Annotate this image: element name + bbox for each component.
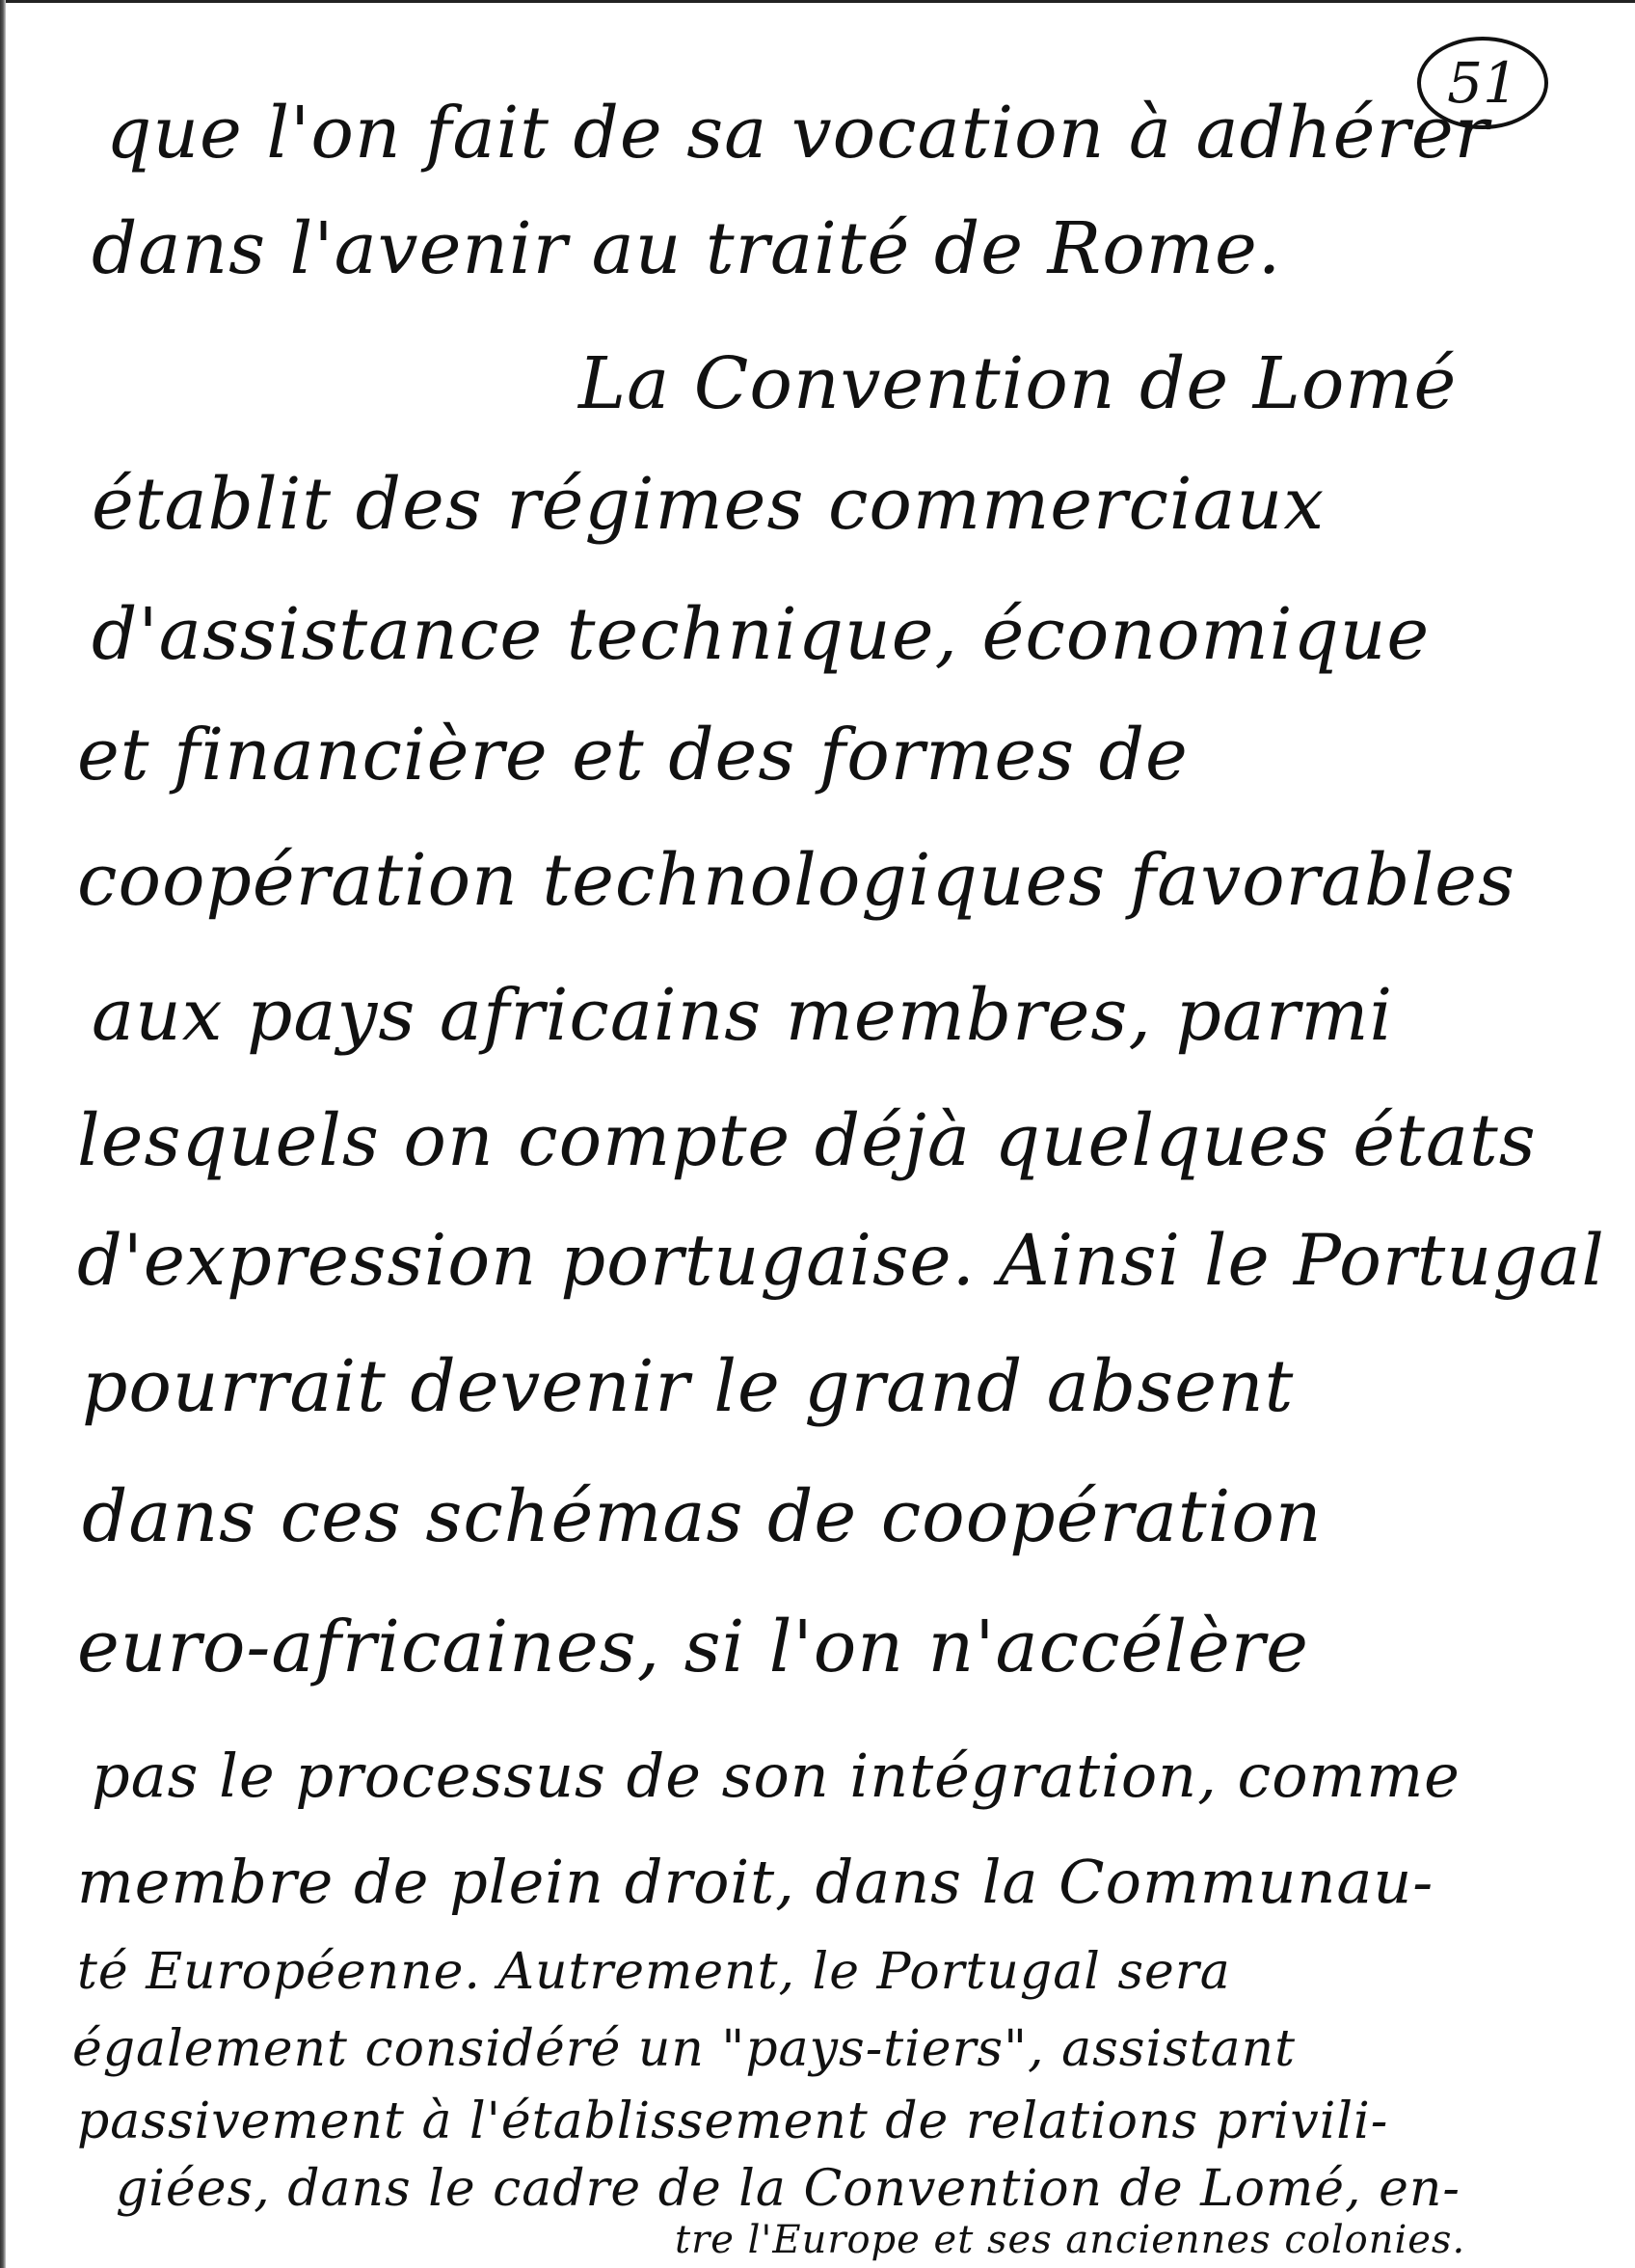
text-line-13: euro-africaines, si l'on n'accélère: [77, 1606, 1309, 1688]
text-line-4: établit des régimes commerciaux: [92, 463, 1326, 546]
text-line-19: giées, dans le cadre de la Convention de Lomé, en-: [116, 2160, 1461, 2218]
scan-edge-left: [0, 0, 6, 2268]
text-line-16: té Européenne. Autrement, le Portugal sera: [77, 1943, 1231, 2001]
text-line-11: pourrait devenir le grand absent: [82, 1345, 1295, 1428]
text-line-7: coopération technologiques favorables: [77, 839, 1515, 922]
text-line-20: tre l'Europe et ses anciennes colonies.: [675, 2218, 1466, 2262]
text-line-6: et financière et des formes de: [77, 714, 1189, 796]
text-line-1: que l'on fait de sa vocation à adhérer: [106, 92, 1490, 175]
text-line-10: d'expression portugaise. Ainsi le Portugal: [77, 1220, 1605, 1302]
text-line-14: pas le processus de son intégration, comme: [92, 1741, 1461, 1811]
text-line-9: lesquels on compte déjà quelques états: [77, 1099, 1537, 1182]
text-line-17: également considéré un "pays-tiers", assistant: [72, 2020, 1297, 2078]
text-line-2: dans l'avenir au traité de Rome.: [92, 207, 1282, 290]
text-line-3: La Convention de Lomé: [578, 342, 1458, 425]
scan-edge-top: [0, 0, 1635, 3]
text-line-5: d'assistance technique, économique: [92, 593, 1431, 676]
text-line-18: passivement à l'établissement de relations privili-: [77, 2092, 1389, 2150]
text-line-15: membre de plein droit, dans la Communau-: [77, 1847, 1434, 1917]
text-line-12: dans ces schémas de coopération: [82, 1475, 1323, 1558]
text-line-8: aux pays africains membres, parmi: [92, 974, 1394, 1057]
page-number: 51: [1417, 37, 1548, 129]
